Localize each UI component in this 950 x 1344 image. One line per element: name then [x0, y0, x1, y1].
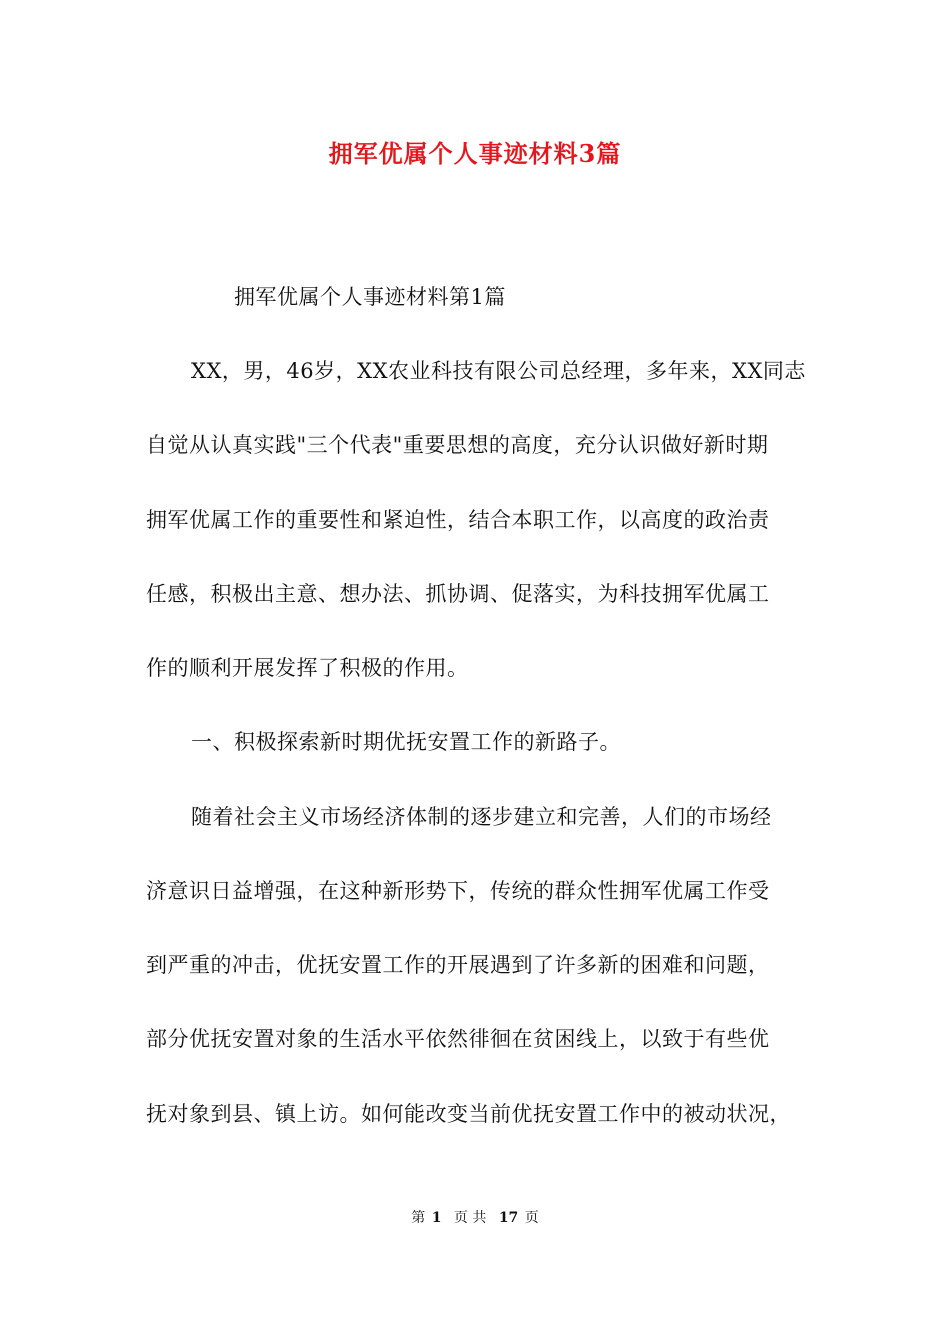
footer-suffix: 页 — [524, 1210, 539, 1226]
document-title: 拥军优属个人事迹材料3篇 — [328, 139, 622, 168]
footer-mid: 页 共 — [453, 1210, 487, 1226]
paragraph-line: 部分优抚安置对象的生活水平依然徘徊在贫困线上，以致于有些优 — [146, 1027, 770, 1051]
paragraph-line: 到严重的冲击，优抚安置工作的开展遇到了许多新的困难和问题， — [146, 953, 770, 977]
paragraph-line: 任感，积极出主意、想办法、抓协调、促落实，为科技拥军优属工 — [146, 582, 770, 606]
paragraph-line: 抚对象到县、镇上访。如何能改变当前优抚安置工作中的被动状况， — [146, 1102, 791, 1126]
paragraph-line: 济意识日益增强，在这种新形势下，传统的群众性拥军优属工作受 — [146, 879, 770, 903]
footer-prefix: 第 — [411, 1210, 426, 1226]
section-point-heading: 一、积极探索新时期优抚安置工作的新路子。 — [191, 730, 621, 754]
section-heading: 拥军优属个人事迹材料第1篇 — [234, 285, 506, 309]
page-footer — [0, 1208, 950, 1228]
paragraph-line: 随着社会主义市场经济体制的逐步建立和完善，人们的市场经 — [191, 805, 772, 829]
total-pages-number: 17 — [498, 1210, 519, 1226]
paragraph-line: 自觉从认真实践"三个代表"重要思想的高度，充分认识做好新时期 — [146, 433, 769, 457]
paragraph-line: 拥军优属工作的重要性和紧迫性，结合本职工作，以高度的政治责 — [146, 508, 770, 532]
current-page-number: 1 — [431, 1210, 442, 1226]
paragraph-line: XX，男，46岁，XX农业科技有限公司总经理，多年来，XX同志 — [191, 359, 806, 383]
paragraph-line: 作的顺利开展发挥了积极的作用。 — [146, 656, 469, 680]
